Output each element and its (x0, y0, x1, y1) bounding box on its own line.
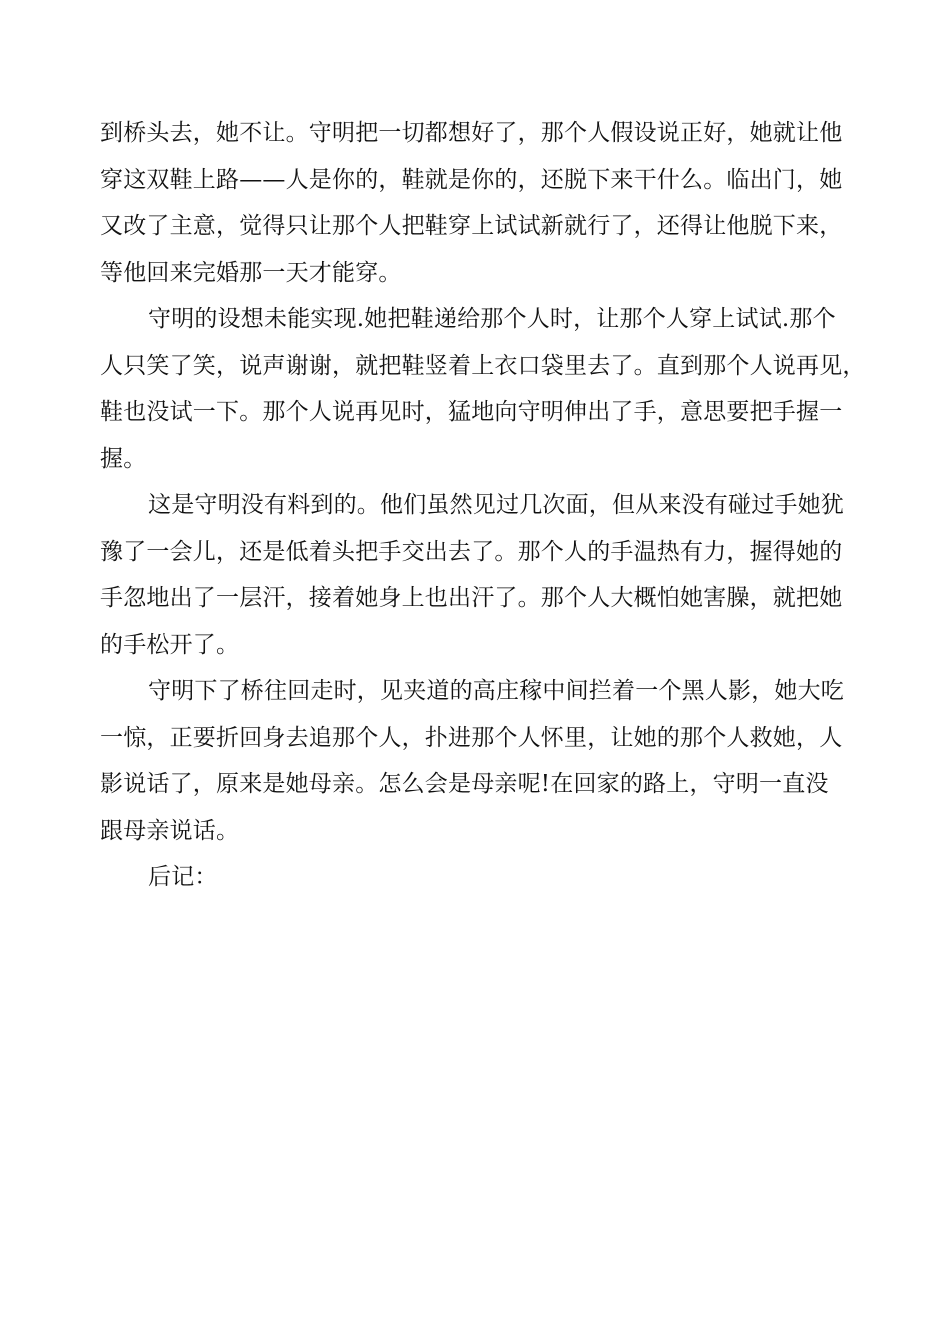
paragraph-line: 又改了主意，觉得只让那个人把鞋穿上试试新就行了，还得让他脱下来， (100, 213, 843, 239)
paragraph-line: 跟母亲说话。 (100, 817, 240, 844)
text-body (100, 110, 875, 901)
paragraph-line: 一惊，正要折回身去追那个人，扑进那个人怀里，让她的那个人救她，人 (100, 724, 843, 751)
paragraph-2 (100, 296, 875, 482)
paragraph-line: 守明下了桥往回走时，见夹道的高庄稼中间拦着一个黑人影，她大吃 (148, 678, 844, 704)
paragraph-line: 握。 (100, 445, 147, 472)
paragraph-5 (100, 854, 875, 901)
paragraph-line: 到桥头去，她不让。守明把一切都想好了，那个人假设说正好，她就让他 (100, 120, 843, 146)
paragraph-line: 的手松开了。 (100, 631, 240, 658)
paragraph-line: 人只笑了笑，说声谢谢，就把鞋竖着上衣口袋里去了。直到那个人说再见， (100, 352, 866, 379)
paragraph-4 (100, 668, 875, 854)
paragraph-line: 穿这双鞋上路——人是你的，鞋就是你的，还脱下来干什么。临出门，她 (100, 166, 843, 193)
paragraph-line: 这是守明没有料到的。他们虽然见过几次面，但从来没有碰过手她犹 (148, 492, 844, 518)
paragraph-line: 影说话了，原来是她母亲。怎么会是母亲呢!在回家的路上，守明一直没 (100, 771, 829, 797)
paragraph-3 (100, 482, 875, 668)
paragraph-line: 豫了一会儿，还是低着头把手交出去了。那个人的手温热有力，握得她的 (100, 538, 843, 565)
paragraph-1 (100, 110, 875, 296)
paragraph-line: 手忽地出了一层汗，接着她身上也出汗了。那个人大概怕她害臊，就把她 (100, 585, 843, 611)
afterword-heading: 后记： (148, 864, 218, 890)
paragraph-line: 等他回来完婚那一天才能穿。 (100, 259, 402, 286)
paragraph-line: 鞋也没试一下。那个人说再见时，猛地向守明伸出了手，意思要把手握一 (100, 399, 843, 425)
paragraph-line: 守明的设想未能实现.她把鞋递给那个人时，让那个人穿上试试.那个 (148, 306, 836, 332)
